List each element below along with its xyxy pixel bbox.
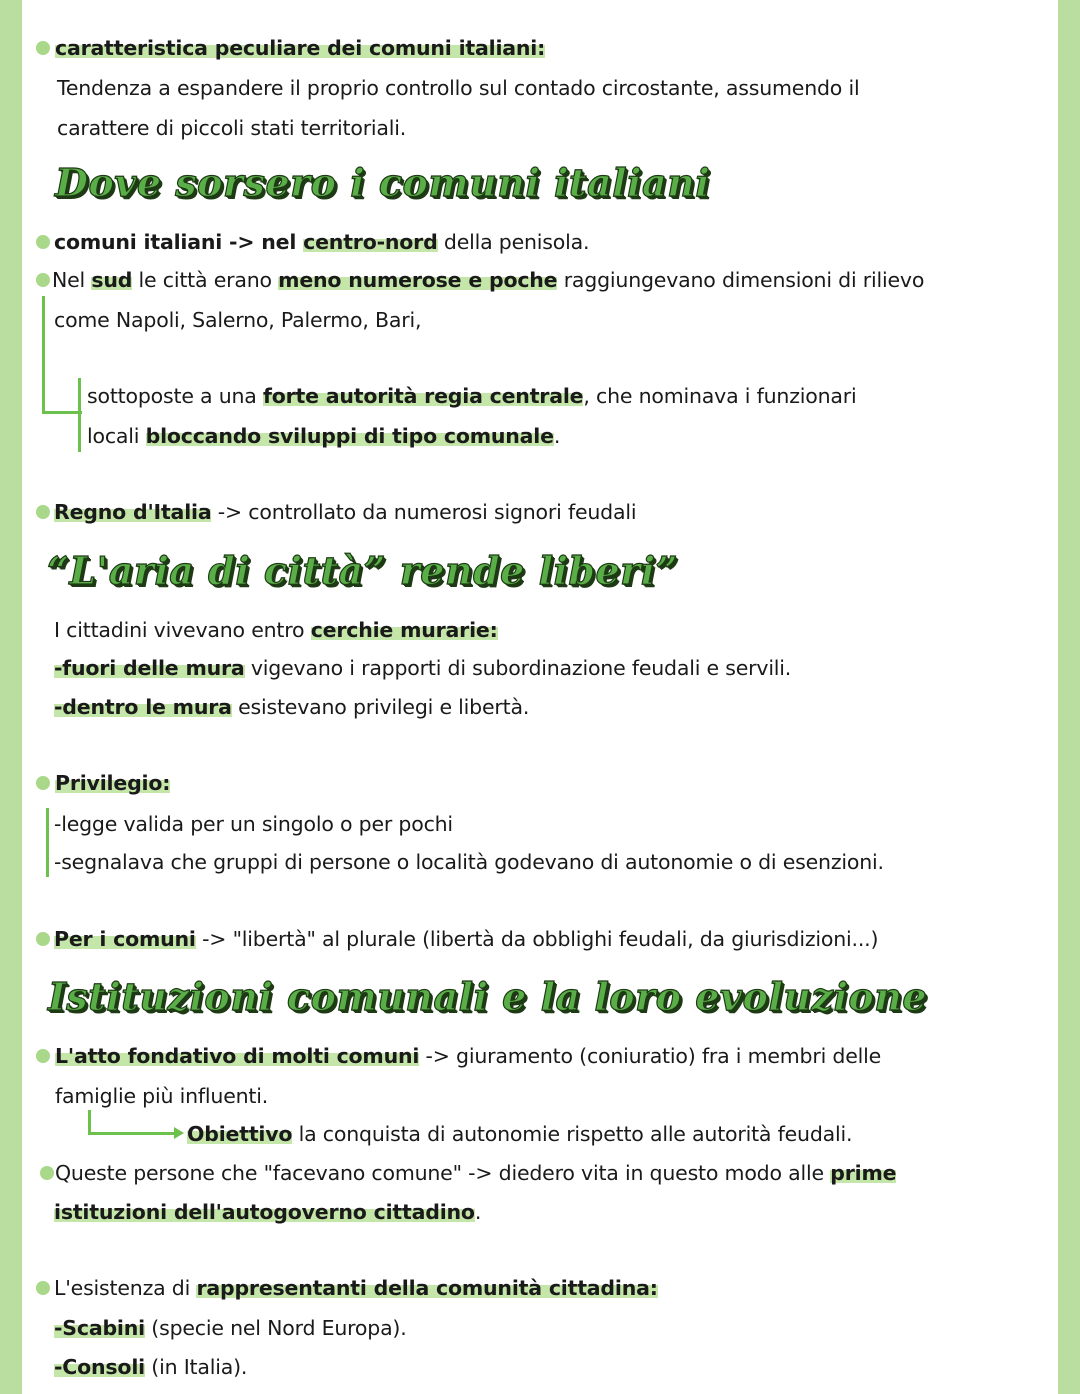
text: . xyxy=(553,424,561,448)
text: L'esistenza di xyxy=(54,1276,197,1300)
paragraph-line xyxy=(54,1354,247,1380)
paragraph-line xyxy=(54,926,878,952)
paragraph-line xyxy=(87,423,560,449)
left-border xyxy=(0,0,22,1394)
paragraph-line xyxy=(54,499,636,525)
text: . xyxy=(474,1200,482,1224)
highlighted-text: centro-nord xyxy=(303,230,438,254)
paragraph-line xyxy=(55,770,170,796)
text: Nel xyxy=(52,268,92,292)
text: , che nominava i funzionari xyxy=(583,384,857,408)
paragraph-line xyxy=(55,1160,896,1186)
highlighted-text: -Consoli xyxy=(54,1355,145,1379)
paragraph-line xyxy=(54,1275,658,1301)
connector-line xyxy=(42,296,45,413)
text: locali xyxy=(87,424,146,448)
bullet-title xyxy=(55,35,545,61)
paragraph-line xyxy=(54,229,589,255)
paragraph-line: -legge valida per un singolo o per pochi xyxy=(54,812,453,836)
bullet xyxy=(36,932,50,946)
arrow-line xyxy=(88,1132,176,1135)
section-heading: Istituzioni comunali e la loro evoluzione xyxy=(48,974,928,1019)
text: -> controllato da numerosi signori feudali xyxy=(211,500,637,524)
paragraph-line xyxy=(55,1043,881,1069)
paragraph-line: Tendenza a espandere il proprio controllo sul contado circostante, assumendo il xyxy=(57,76,860,100)
highlighted-text: meno numerose e poche xyxy=(278,268,558,292)
connector-line xyxy=(42,411,82,414)
highlighted-text: bloccando sviluppi di tipo comunale xyxy=(145,424,554,448)
text: la conquista di autonomie rispetto alle autorità feudali. xyxy=(292,1122,853,1146)
highlighted-text: caratteristica peculiare dei comuni italiani: xyxy=(55,36,546,60)
text: esistevano privilegi e libertà. xyxy=(231,695,530,719)
connector-line xyxy=(46,808,49,877)
paragraph-line xyxy=(52,267,924,293)
connector-line xyxy=(78,378,81,452)
paragraph-line xyxy=(87,383,856,409)
arrow-right-icon xyxy=(174,1127,184,1139)
highlighted-text: Obiettivo xyxy=(187,1122,293,1146)
text: (specie nel Nord Europa). xyxy=(144,1316,407,1340)
text: comuni italiani -> nel xyxy=(54,230,304,254)
paragraph-line: carattere di piccoli stati territoriali. xyxy=(57,116,407,140)
highlighted-text: Privilegio: xyxy=(55,771,171,795)
highlighted-text: rappresentanti della comunità cittadina: xyxy=(196,1276,658,1300)
highlighted-text: Regno d'Italia xyxy=(54,500,212,524)
paragraph-line xyxy=(54,617,498,643)
highlighted-text: -fuori delle mura xyxy=(54,656,245,680)
paragraph-line: come Napoli, Salerno, Palermo, Bari, xyxy=(54,308,422,332)
right-border xyxy=(1058,0,1080,1394)
bullet xyxy=(36,273,50,287)
paragraph-line xyxy=(187,1121,852,1147)
section-heading: “L'aria di città” rende liberi” xyxy=(47,548,678,593)
text: (in Italia). xyxy=(144,1355,248,1379)
highlighted-text: forte autorità regia centrale xyxy=(263,384,584,408)
bullet xyxy=(36,235,50,249)
bullet xyxy=(36,41,50,55)
text: -> "libertà" al plurale (libertà da obblighi feudali, da giurisdizioni...) xyxy=(195,927,879,951)
highlighted-text: prime xyxy=(830,1161,897,1185)
text: -> giuramento (coniuratio) fra i membri delle xyxy=(419,1044,882,1068)
highlighted-text: cerchie murarie: xyxy=(310,618,498,642)
arrow-line xyxy=(88,1110,91,1134)
bullet xyxy=(36,1281,50,1295)
highlighted-text: istituzioni dell'autogoverno cittadino xyxy=(54,1200,475,1224)
paragraph-line: -segnalava che gruppi di persone o località godevano di autonomie o di esenzioni. xyxy=(54,850,884,874)
bullet xyxy=(36,776,50,790)
highlighted-text: sud xyxy=(91,268,133,292)
paragraph-line xyxy=(54,694,529,720)
highlighted-text: L'atto fondativo di molti comuni xyxy=(55,1044,420,1068)
text: sottoposte a una xyxy=(87,384,263,408)
highlighted-text: -dentro le mura xyxy=(54,695,232,719)
text: Queste persone che "facevano comune" -> diedero vita in questo modo alle xyxy=(55,1161,831,1185)
paragraph-line xyxy=(54,1199,481,1225)
text: I cittadini vivevano entro xyxy=(54,618,311,642)
paragraph-line xyxy=(54,655,791,681)
text: della penisola. xyxy=(437,230,590,254)
bullet xyxy=(40,1166,54,1180)
text: vigevano i rapporti di subordinazione feudali e servili. xyxy=(244,656,792,680)
bullet xyxy=(36,505,50,519)
paragraph-line xyxy=(54,1315,407,1341)
text: raggiungevano dimensioni di rilievo xyxy=(557,268,925,292)
paragraph-line: famiglie più influenti. xyxy=(55,1084,269,1108)
section-heading: Dove sorsero i comuni italiani xyxy=(55,160,711,205)
highlighted-text: -Scabini xyxy=(54,1316,145,1340)
bullet xyxy=(36,1049,50,1063)
highlighted-text: Per i comuni xyxy=(54,927,196,951)
text: le città erano xyxy=(132,268,279,292)
